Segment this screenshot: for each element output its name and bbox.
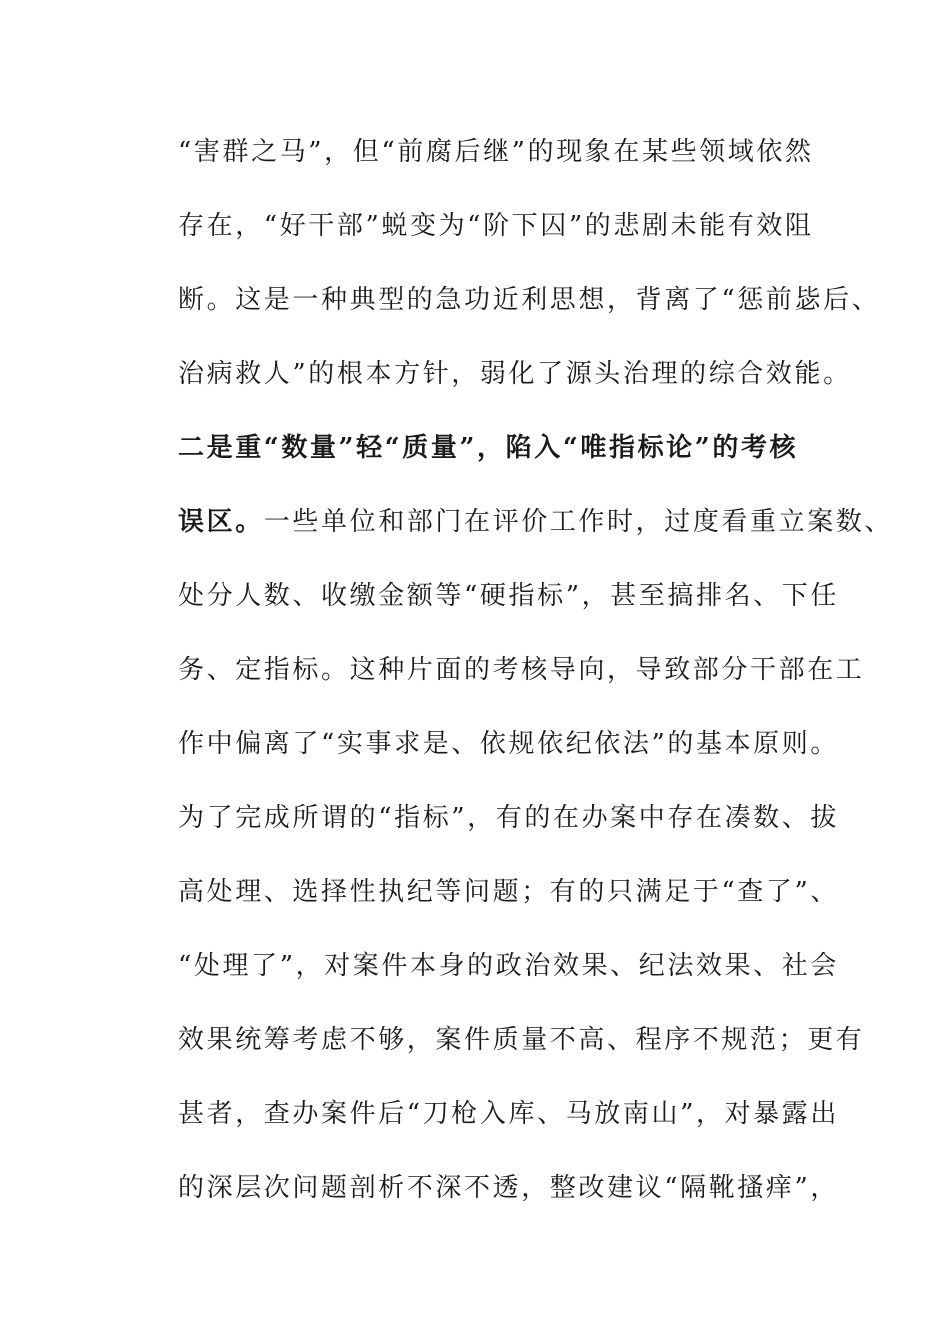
text-line: 治病救人”的根本方针，弱化了源头治理的综合效能。 <box>178 359 852 389</box>
text-line: 效果统筹考虑不够，案件质量不高、程序不规范；更有 <box>178 1025 865 1055</box>
text-line: “处理了”，对案件本身的政治效果、纪法效果、社会 <box>178 951 839 981</box>
section-heading-line: 二是重“数量”轻“质量”，陷入“唯指标论”的考核 <box>178 433 799 463</box>
text-line-body: 一些单位和部门在评价工作时，过度看重立案数、 <box>263 507 894 537</box>
body-text <box>178 128 894 1238</box>
text-line: 存在，“好干部”蜕变为“阶下囚”的悲剧未能有效阻 <box>178 211 814 241</box>
text-line: 高处理、选择性执纪等问题；有的只满足于“查了”、 <box>178 877 839 907</box>
text-line: “害群之马”，但“前腐后继”的现象在某些领域依然 <box>178 137 814 167</box>
text-line: 甚者，查办案件后“刀枪入库、马放南山”，对暴露出 <box>178 1099 839 1129</box>
text-line: 处分人数、收缴金额等“硬指标”，甚至搞排名、下任 <box>178 581 839 611</box>
text-line: 务、定指标。这种片面的考核导向，导致部分干部在工 <box>178 655 865 685</box>
text-line: 断。这是一种典型的急功近利思想，背离了“惩前毖后、 <box>178 285 881 315</box>
text-line: 为了完成所谓的“指标”，有的在办案中存在凑数、拔 <box>178 803 839 833</box>
section-heading-tail: 误区。 <box>178 507 264 537</box>
text-line <box>178 498 894 572</box>
text-line: 的深层次问题剖析不深不透，整改建议“隔靴搔痒”， <box>178 1173 839 1203</box>
text-line: 作中偏离了“实事求是、依规依纪依法”的基本原则。 <box>178 729 839 759</box>
